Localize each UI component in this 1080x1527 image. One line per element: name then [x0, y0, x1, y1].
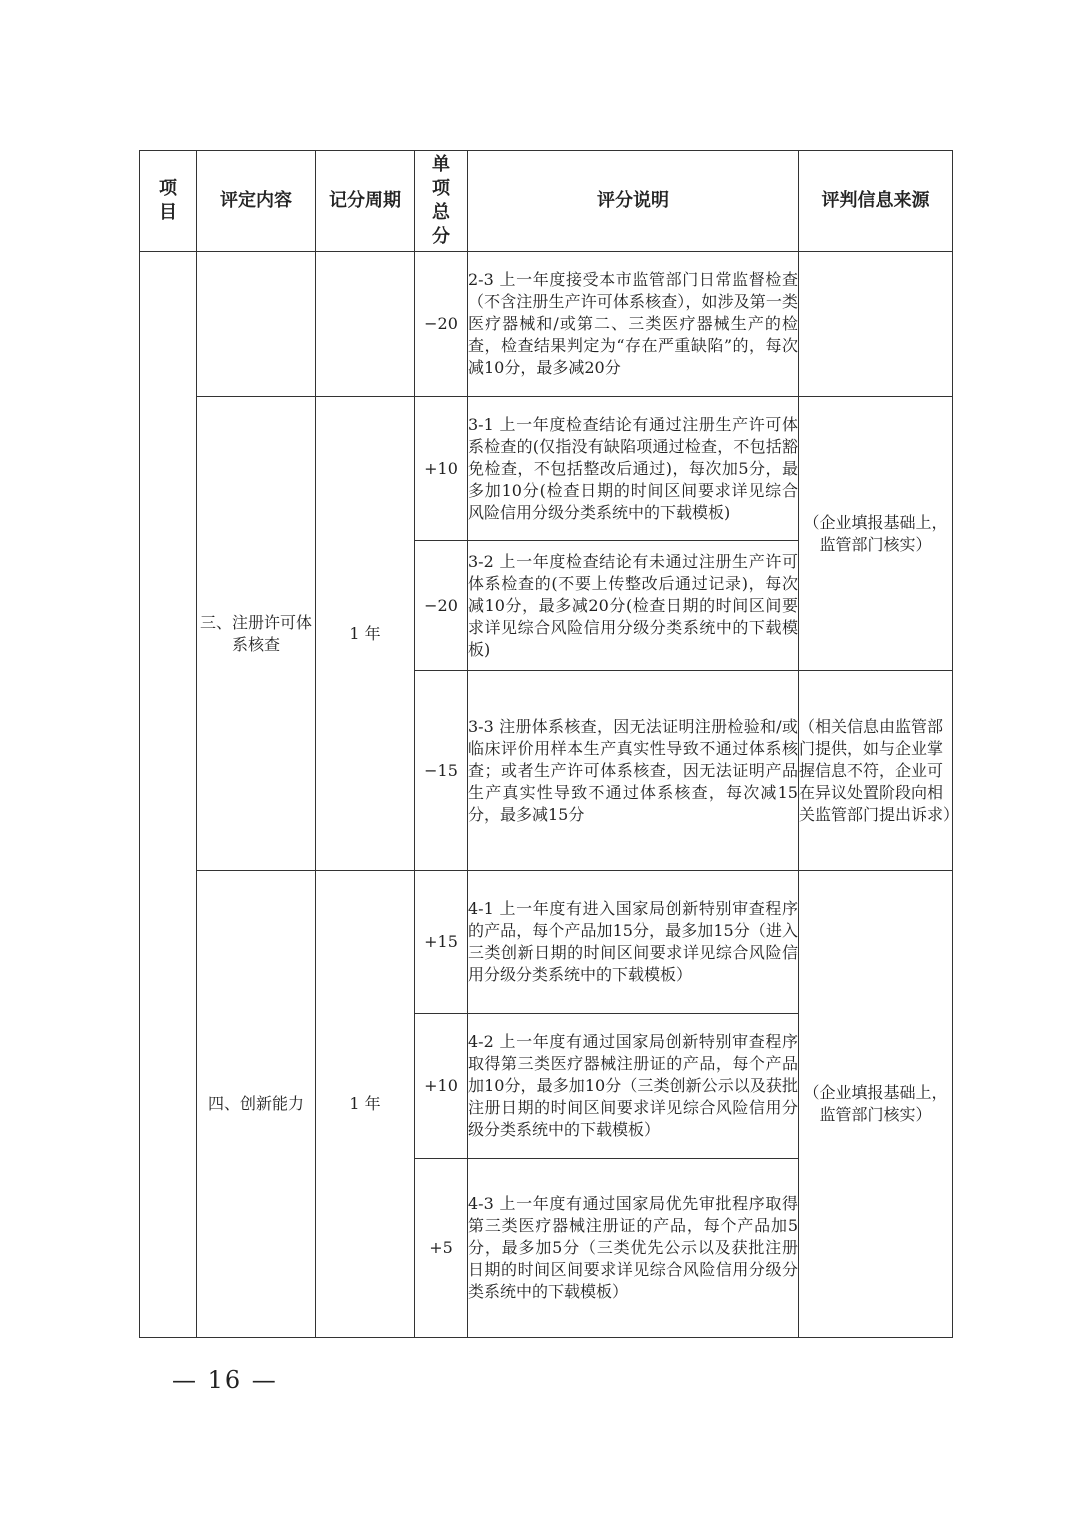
score-cell: +15	[415, 871, 468, 1014]
item-cell	[140, 252, 197, 1338]
score-cell: +10	[415, 1014, 468, 1159]
description-cell: 3-1 上一年度检查结论有通过注册生产许可体系检查的(仅指没有缺陷项通过检查，不包括豁免检查，不包括整改后通过)，每次加5分，最多加10分(检查日期的时间区间要求详见综合风险信用分级分类系统中的下载模板)	[468, 397, 799, 541]
score-cell: −20	[415, 541, 468, 671]
period-cell	[316, 252, 415, 397]
score-cell: +10	[415, 397, 468, 541]
header-total: 单项总分	[415, 151, 468, 252]
header-item: 项目	[140, 151, 197, 252]
period-cell: 1 年	[316, 397, 415, 871]
header-description: 评分说明	[468, 151, 799, 252]
description-cell: 3-3 注册体系核查，因无法证明注册检验和/或临床评价用样本生产真实性导致不通过体系核查；或者生产许可体系核查，因无法证明产品生产真实性导致不通过体系核查，每次减15分，最多减15分	[468, 671, 799, 871]
source-cell	[799, 252, 953, 397]
content-cell: 四、创新能力	[197, 871, 316, 1338]
description-cell: 2-3 上一年度接受本市监管部门日常监督检查（不含注册生产许可体系核查），如涉及第一类医疗器械和/或第二、三类医疗器械生产的检查，检查结果判定为“存在严重缺陷”的，每次减10分，最多减20分	[468, 252, 799, 397]
description-cell: 4-1 上一年度有进入国家局创新特别审查程序的产品，每个产品加15分，最多加15分（进入三类创新日期的时间区间要求详见综合风险信用分级分类系统中的下载模板）	[468, 871, 799, 1014]
period-cell: 1 年	[316, 871, 415, 1338]
score-cell: −15	[415, 671, 468, 871]
content-cell	[197, 252, 316, 397]
source-cell: （企业填报基础上，监管部门核实）	[799, 871, 953, 1338]
score-cell: −20	[415, 252, 468, 397]
score-cell: +5	[415, 1159, 468, 1338]
description-cell: 3-2 上一年度检查结论有未通过注册生产许可体系检查的(不要上传整改后通过记录)，每次减10分，最多减20分(检查日期的时间区间要求详见综合风险信用分级分类系统中的下载模板)	[468, 541, 799, 671]
description-cell: 4-3 上一年度有通过国家局优先审批程序取得第三类医疗器械注册证的产品，每个产品加5分，最多加5分（三类优先公示以及获批注册日期的时间区间要求详见综合风险信用分级分类系统中的下载模板）	[468, 1159, 799, 1338]
score-table	[139, 150, 960, 1338]
source-cell: （相关信息由监管部门提供，如与企业掌握信息不符，企业可在异议处置阶段向相关监管部门提出诉求）	[799, 671, 953, 871]
table-row	[140, 252, 953, 397]
description-cell: 4-2 上一年度有通过国家局创新特别审查程序取得第三类医疗器械注册证的产品，每个产品加10分，最多加10分（三类创新公示以及获批注册日期的时间区间要求详见综合风险信用分级分类系统中的下载模板）	[468, 1014, 799, 1159]
table-row	[140, 397, 953, 541]
header-source: 评判信息来源	[799, 151, 953, 252]
header-row	[140, 151, 953, 252]
source-cell: （企业填报基础上，监管部门核实）	[799, 397, 953, 671]
content-cell: 三、注册许可体系核查	[197, 397, 316, 871]
header-period: 记分周期	[316, 151, 415, 252]
table-row	[140, 871, 953, 1014]
page-number: — 16 —	[172, 1366, 278, 1394]
header-content: 评定内容	[197, 151, 316, 252]
